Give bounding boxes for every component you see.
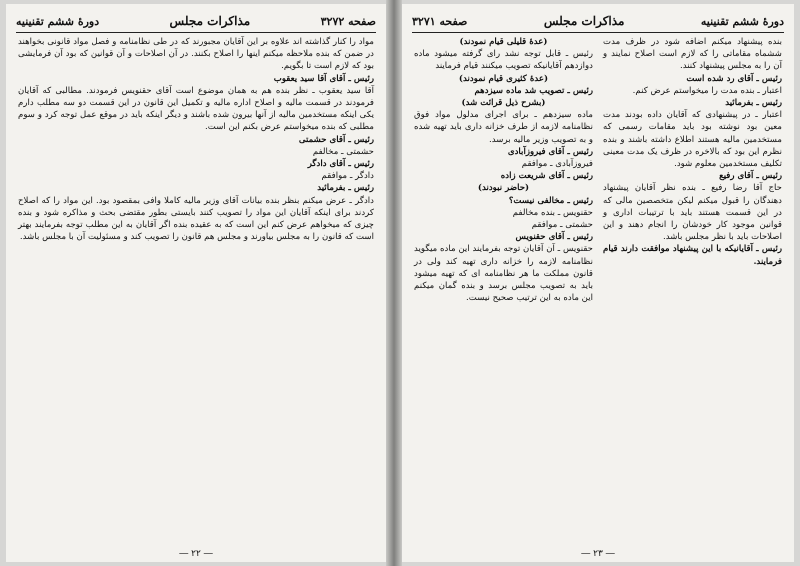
left-header-title: مذاکرات مجلس bbox=[169, 14, 251, 28]
left-page-text bbox=[18, 36, 374, 544]
speaker-line: رئیس ـ آقای شریعت زاده bbox=[500, 171, 593, 182]
speaker-line: رئیس ـ آقای حقنویس bbox=[515, 232, 593, 243]
left-header-page: صفحه ۳۲۷۲ bbox=[320, 14, 376, 28]
right-header-page: صفحه ۳۲۷۱ bbox=[412, 14, 468, 28]
speaker-line: فیروزآبادی ـ موافقم bbox=[521, 159, 593, 170]
paragraph: مواد را کنار گذاشته اند علاوه بر این آقایان مجبورند که در طی نظامنامه و فصل مواد قانونی بخواهند در ضمن که بنده ملاحظه میکنم اینها را اصلاح بکنند. در آن اصلاحات و آن قوانین که بود آن فرمایشی بود که لازم است تا بگویم. bbox=[18, 37, 374, 72]
paragraph: آقا سید یعقوب ـ نظر بنده هم به همان موضوع است آقای حقنویس فرمودند. مطالبی که آقایان فرمودند در قسمت مالیه و اصلاح اداره مالیه و تکمیل این قانون در این قسمت دو سه مطلب دارم یکی اینکه مستخدمین مالیه از آنها بیرون شده باشند و دیگر اینکه باید در موقع عمل توجه کرد و سوم مطلبی که بنده میخواستم عرض بکنم این است. bbox=[18, 85, 374, 133]
speaker-line: رئیس ـ آقای فیروزآبادی bbox=[507, 146, 593, 157]
speaker-line: دادگر ـ موافقم bbox=[321, 171, 374, 182]
right-header-session: دورهٔ ششم تقنینیه bbox=[700, 14, 784, 28]
paragraph: رئیس ـ قابل توجه نشد رای گرفته میشود ماده دوازدهم آقایانیکه تصویب میکنند قیام فرمایند bbox=[414, 49, 593, 72]
book-gutter bbox=[386, 0, 402, 566]
left-page-header bbox=[16, 12, 376, 33]
paragraph: اعتبار ـ در پیشنهادی که آقایان داده بودند مدت معین بود نوشته بود باید مقامات رسمی که مستخدمین مالیه هستند اطلاع داشته باشند و بنده نظرم این بود که بالاخره در ظرف یک مدت معینی تکلیف مستخدمین معلوم شود. bbox=[603, 110, 782, 170]
speaker-line: رئیس ـ آقای دادگر bbox=[307, 159, 374, 170]
speaker-line: رئیس ـ آقای آقا سید یعقوب bbox=[273, 73, 374, 84]
right-page bbox=[402, 4, 794, 562]
left-page-number: ― ۲۲ ― bbox=[179, 549, 213, 559]
right-page-header bbox=[412, 12, 784, 33]
speaker-line: رئیس ـ آقای رد شده است bbox=[686, 73, 782, 84]
speaker-line: حقنویس ـ بنده مخالفم bbox=[512, 207, 593, 218]
note-line: (عدهٔ قلیلی قیام نمودند) bbox=[459, 37, 548, 47]
speaker-line: حشمتی ـ مخالفم bbox=[312, 146, 374, 157]
right-page-text bbox=[414, 36, 782, 544]
paragraph: دادگر ـ عرض میکنم بنظر بنده بیانات آقای وزیر مالیه کاملا وافی بمقصود بود. این مواد را که اصلاح کردند برای اینکه آقایان این مواد را تصویب کنند بایستی بطور مقتضی بحث و مذاکره شود و بنده چیزی که میخواهم عرض کنم این است که به عقیده بنده اگر آقایان به این مطلب توجه بفرمایند بهتر است که قانون را به مجلس بیاورند و مجلس هم قانون را تصویب کند و مسئولیت آن با مجلس باشد. bbox=[18, 195, 374, 243]
paragraph: اعتبار ـ بنده مدت را میخواستم عرض کنم. bbox=[632, 85, 782, 96]
note-line: (بشرح ذیل قرائت شد) bbox=[461, 98, 546, 109]
right-column-2 bbox=[414, 36, 593, 544]
note-line: (عدهٔ کثیری قیام نمودند) bbox=[458, 73, 549, 84]
paragraph: حاج آقا رضا رفیع ـ بنده نظر آقایان پیشنهاد دهندگان را قبول میکنم لیکن متخصصین مالی که در این قسمت هستند باید با ترتیبات اداری و قوانین موجود کار خودشان را انجام دهند و این اصلاحات باید با نظر مجلس باشد. bbox=[603, 183, 782, 243]
paragraph: حقنویس ـ آن آقایان توجه بفرمایند این ماده میگوید نظامنامه لازمه را خزانه داری تهیه کند ولی در قانون مملکت ما هر نظامنامه ای که تهیه میشود باید به تصویب مجلس برسد و بنده گمان میکنم این ماده به این ترتیب صحیح نیست. bbox=[414, 244, 593, 304]
right-header-title: مذاکرات مجلس bbox=[543, 14, 625, 28]
paragraph: ماده سیزدهم ـ برای اجرای مدلول مواد فوق نظامنامه لازمه از طرف خزانه داری باید تهیه شده و به تصویب وزیر مالیه برسد. bbox=[414, 110, 593, 145]
paragraph: بنده پیشنهاد میکنم اضافه شود در ظرف مدت ششماه مقاماتی را که لازم است اصلاح نمایند و آن را به مجلس پیشنهاد کنند. bbox=[603, 37, 782, 72]
speaker-line: رئیس ـ آقای رفیع bbox=[719, 171, 782, 182]
speaker-line: رئیس ـ تصویب شد ماده سیزدهم bbox=[474, 85, 593, 96]
speaker-line: رئیس ـ بفرمائید bbox=[725, 98, 782, 109]
speaker-line: رئیس ـ بفرمائید bbox=[317, 183, 374, 194]
left-header-session: دورهٔ ششم تقنینیه bbox=[16, 14, 100, 28]
speaker-line: رئیس ـ آقایانیکه با این پیشنهاد موافقت دارند قیام فرمایند. bbox=[603, 244, 782, 267]
left-page bbox=[6, 4, 386, 562]
note-line: (حاضر نبودند) bbox=[477, 183, 530, 194]
right-column-1 bbox=[603, 36, 782, 544]
right-page-number: ― ۲۳ ― bbox=[581, 549, 615, 559]
speaker-line: رئیس ـ مخالفی نیست؟ bbox=[508, 195, 593, 206]
speaker-line: رئیس ـ آقای حشمتی bbox=[298, 134, 374, 145]
speaker-line: حشمتی ـ موافقم bbox=[531, 220, 593, 231]
